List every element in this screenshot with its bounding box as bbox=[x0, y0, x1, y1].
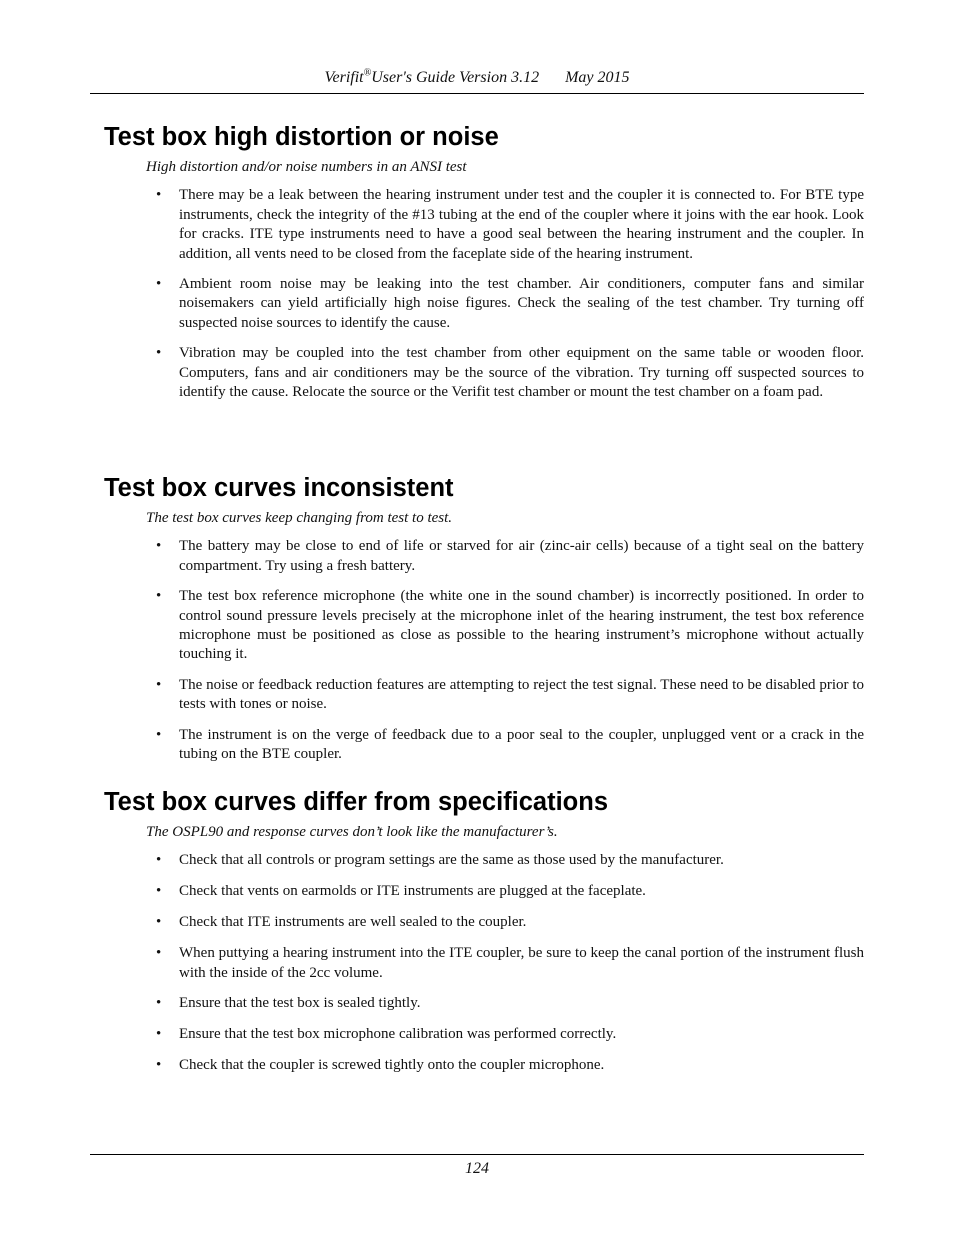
list-item bbox=[104, 676, 864, 715]
list-item-text: Check that ITE instruments are well sealed to the coupler. bbox=[179, 914, 527, 931]
list-item bbox=[104, 882, 864, 901]
page-header bbox=[90, 68, 864, 94]
bullet-icon: • bbox=[156, 676, 162, 693]
section-intro: High distortion and/or noise numbers in an ANSI test bbox=[146, 159, 467, 175]
list-item bbox=[104, 275, 864, 333]
bullet-icon: • bbox=[156, 945, 162, 962]
section-title: Test box curves inconsistent bbox=[104, 474, 454, 502]
bullet-icon: • bbox=[156, 345, 162, 362]
section-title: Test box high distortion or noise bbox=[104, 123, 499, 151]
bullet-list bbox=[104, 537, 864, 764]
list-item bbox=[104, 851, 864, 870]
header-guide-title: User's Guide Version 3.12 bbox=[371, 69, 540, 86]
bullet-icon: • bbox=[156, 1026, 162, 1043]
list-item bbox=[104, 1056, 864, 1075]
bullet-icon: • bbox=[156, 187, 162, 204]
list-item-text: The test box reference microphone (the white one in the sound chamber) is incorrectly positioned. In order to control sound pressure levels precisely at the microphone inlet of the hearing instrument, the test box reference microphone must be positioned as close as possible to the hearing instrument’s microphone without actually touching it. bbox=[179, 588, 864, 663]
list-item bbox=[104, 944, 864, 983]
section-intro: The OSPL90 and response curves don’t look like the manufacturer’s. bbox=[146, 824, 558, 840]
list-item bbox=[104, 186, 864, 264]
bullet-icon: • bbox=[156, 538, 162, 555]
list-item-text: There may be a leak between the hearing instrument under test and the coupler it is connected to. For BTE type instruments, check the integrity of the #13 tubing at the end of the coupler where it joins with the ear hook. Look for cracks. ITE type instruments need to have a good seal between the hearing instrument and the coupler. In addition, all vents need to be closed from the faceplate side of the hearing instrument. bbox=[179, 187, 864, 262]
header-date: May 2015 bbox=[565, 69, 630, 86]
list-item-text: Ensure that the test box is sealed tightly. bbox=[179, 995, 421, 1012]
bullet-icon: • bbox=[156, 726, 162, 743]
list-item bbox=[104, 587, 864, 665]
bullet-icon: • bbox=[156, 995, 162, 1012]
list-item-text: When puttying a hearing instrument into the ITE coupler, be sure to keep the canal portion of the instrument flush with the inside of the 2cc volume. bbox=[179, 945, 864, 981]
list-item-text: Ambient room noise may be leaking into the test chamber. Air conditioners, computer fans and similar noisemakers can yield artificially high noise figures. Check the sealing of the test chamber. Try turning off suspected noise sources to identify the cause. bbox=[179, 276, 864, 331]
bullet-icon: • bbox=[156, 588, 162, 605]
list-item-text: Check that vents on earmolds or ITE instruments are plugged at the faceplate. bbox=[179, 883, 646, 900]
header-brand: Verifit bbox=[324, 69, 364, 86]
list-item bbox=[104, 726, 864, 765]
section-curves-inconsistent bbox=[104, 471, 864, 775]
list-item bbox=[104, 913, 864, 932]
section-differ-from-specifications bbox=[104, 785, 864, 1087]
list-item bbox=[104, 344, 864, 402]
list-item-text: The instrument is on the verge of feedback due to a poor seal to the coupler, unplugged vent or a crack in the tubing on the BTE coupler. bbox=[179, 726, 864, 763]
bullet-icon: • bbox=[156, 1057, 162, 1074]
bullet-icon: • bbox=[156, 914, 162, 931]
list-item bbox=[104, 537, 864, 576]
section-title: Test box curves differ from specifications bbox=[104, 788, 608, 816]
section-intro: The test box curves keep changing from test to test. bbox=[146, 510, 453, 526]
bullet-icon: • bbox=[156, 852, 162, 869]
bullet-icon: • bbox=[156, 883, 162, 900]
list-item-text: Check that all controls or program settings are the same as those used by the manufacturer. bbox=[179, 852, 724, 869]
list-item bbox=[104, 1025, 864, 1044]
bullet-icon: • bbox=[156, 276, 162, 293]
bullet-list bbox=[104, 851, 864, 1075]
list-item bbox=[104, 994, 864, 1013]
list-item-text: Ensure that the test box microphone calibration was performed correctly. bbox=[179, 1026, 617, 1043]
section-high-distortion bbox=[104, 120, 864, 413]
list-item-text: Check that the coupler is screwed tightly onto the coupler microphone. bbox=[179, 1057, 605, 1074]
list-item-text: Vibration may be coupled into the test chamber from other equipment on the same table or wooden floor. Computers, fans and air conditioners may be the source of the vibration. Try turning off suspected sources to identify the cause. Relocate the source or the Verifit test chamber or mount the test chamber on a foam pad. bbox=[179, 345, 864, 401]
page-number: 124 bbox=[465, 1160, 489, 1177]
registered-mark: ® bbox=[363, 67, 372, 79]
list-item-text: The battery may be close to end of life or starved for air (zinc-air cells) because of a tight seal on the battery compartment. Try using a fresh battery. bbox=[179, 538, 864, 574]
list-item-text: The noise or feedback reduction features are attempting to reject the test signal. These need to be disabled prior to tests with tones or noise. bbox=[179, 676, 864, 713]
page-footer bbox=[90, 1154, 864, 1179]
bullet-list bbox=[104, 186, 864, 402]
